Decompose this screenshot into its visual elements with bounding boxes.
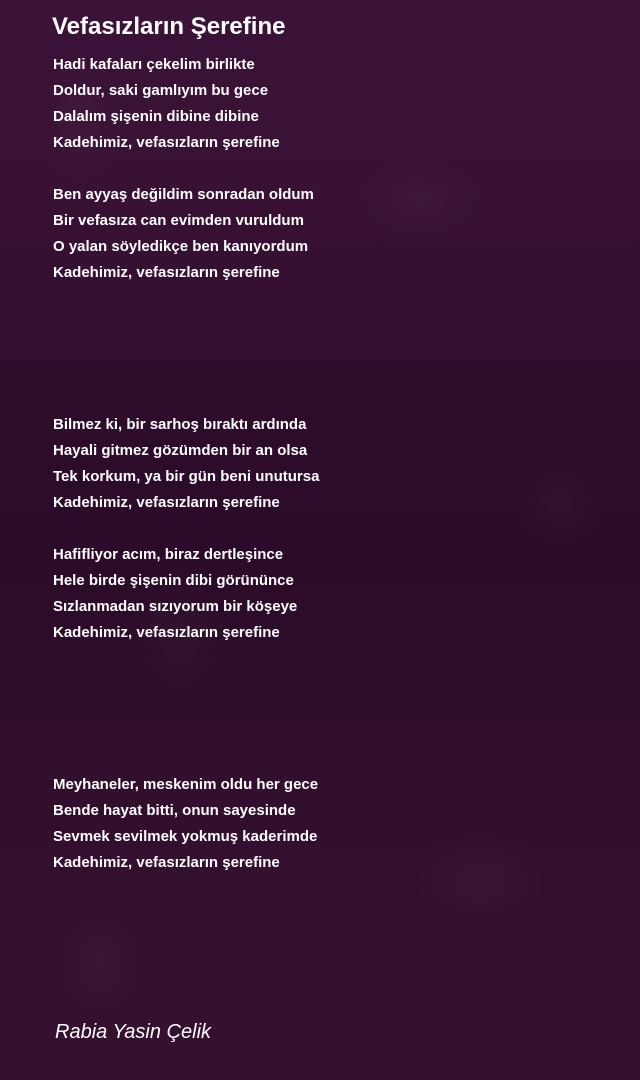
- poem-line: Kadehimiz, vefasızların şerefine: [53, 494, 280, 511]
- poem-line: Hele birde şişenin dibi görününce: [53, 572, 294, 589]
- poem-line: Meyhaneler, meskenim oldu her gece: [53, 776, 319, 793]
- stanza-1: [53, 52, 280, 156]
- poem-line: Hayali gitmez gözümden bir an olsa: [53, 442, 308, 459]
- poem-title: Vefasızların Şerefine: [52, 13, 286, 40]
- poem-line: Bir vefasıza can evimden vuruldum: [53, 212, 304, 229]
- stanza-4: [53, 542, 297, 646]
- poem-line: Doldur, saki gamlıyım bu gece: [53, 82, 269, 99]
- poem-line: O yalan söyledikçe ben kanıyordum: [53, 238, 309, 255]
- poem-line: Hadi kafaları çekelim birlikte: [53, 56, 255, 73]
- poem-line: Kadehimiz, vefasızların şerefine: [53, 854, 280, 871]
- poem-line: Sevmek sevilmek yokmuş kaderimde: [53, 828, 318, 845]
- poem-line: Kadehimiz, vefasızların şerefine: [53, 134, 280, 151]
- poem-line: Hafifliyor acım, biraz dertleşince: [53, 546, 284, 563]
- stanza-2: [53, 182, 314, 286]
- poem-author: Rabia Yasin Çelik: [55, 1021, 212, 1043]
- poem-line: Tek korkum, ya bir gün beni unutursa: [53, 468, 320, 485]
- poem-line: Bilmez ki, bir sarhoş bıraktı ardında: [53, 416, 307, 433]
- stanza-3: [53, 412, 319, 516]
- poem-line: Kadehimiz, vefasızların şerefine: [53, 264, 280, 281]
- poem-line: Ben ayyaş değildim sonradan oldum: [53, 186, 314, 203]
- poem-line: Kadehimiz, vefasızların şerefine: [53, 624, 280, 641]
- poem-line: Dalalım şişenin dibine dibine: [53, 108, 259, 125]
- poem-line: Sızlanmadan sızıyorum bir köşeye: [53, 598, 298, 615]
- stanza-5: [53, 772, 318, 876]
- poem-line: Bende hayat bitti, onun sayesinde: [53, 802, 296, 819]
